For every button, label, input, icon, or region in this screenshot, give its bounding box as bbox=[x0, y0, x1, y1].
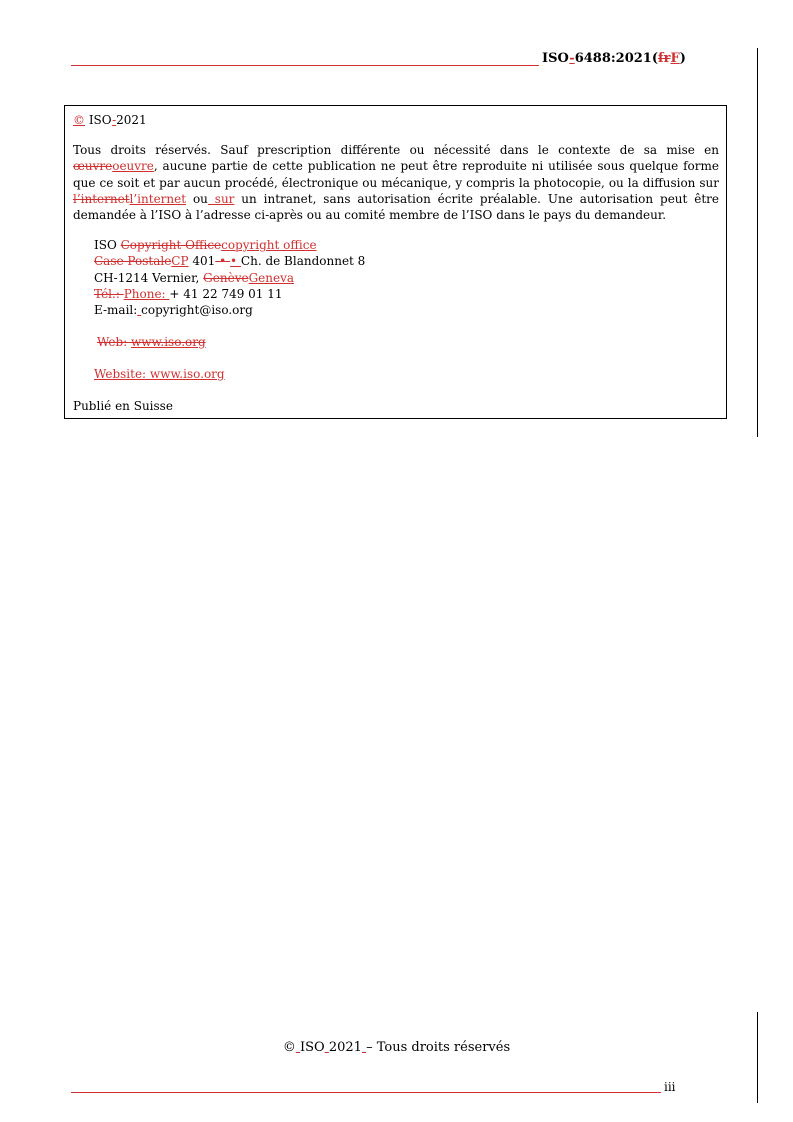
deleted-web-link[interactable]: www.iso.org bbox=[131, 335, 206, 350]
change-bar-top bbox=[757, 48, 758, 437]
address-line-office: ISO Copyright Officecopyright office bbox=[94, 238, 317, 253]
footer-rule bbox=[71, 1092, 661, 1093]
website-link[interactable]: Website: www.iso.org bbox=[94, 367, 225, 382]
copyright-notice-box bbox=[64, 105, 727, 419]
footer-copyright: © ISO 2021 – Tous droits réservés bbox=[282, 1040, 511, 1055]
published-in: Publié en Suisse bbox=[73, 399, 173, 414]
email-address[interactable]: copyright@iso.org bbox=[141, 302, 253, 317]
page-number: iii bbox=[664, 1080, 676, 1094]
copyright-line: © ISO-2021 bbox=[73, 113, 147, 127]
address-line-phone: Tél.: Phone: + 41 22 749 01 11 bbox=[94, 286, 283, 301]
document-identifier: ISO-6488:2021(frF) bbox=[542, 51, 686, 66]
rights-paragraph: Tous droits réservés. Sauf prescription différente ou nécessité dans le contexte de sa mise en œuvreoeuvre, aucune partie de cette publication ne peut être reproduite ni utilisée sous quelque forme que ce soit et par aucun procédé, électronique ou mécanique, y compris la photocopie, ou la diffusion sur l’internetl’internet ou sur un intranet, sans autorisation écrite préalable. Une autorisation peut être demandée à l’ISO à l’adresse ci-après ou au comité membre de l’ISO dans le pays du demandeur. bbox=[73, 143, 719, 222]
address-line-street: Case PostaleCP 401 • • Ch. de Blandonnet 8 bbox=[94, 254, 366, 269]
copyright-symbol: © bbox=[73, 113, 85, 127]
change-bar-bottom bbox=[757, 1012, 758, 1103]
website-line bbox=[73, 366, 718, 382]
deleted-web-line: Web: www.iso.org bbox=[97, 335, 206, 350]
address-line-city: CH-1214 Vernier, GenèveGeneva bbox=[94, 270, 295, 285]
postal-address bbox=[73, 237, 718, 318]
address-line-email: E-mail: copyright@iso.org bbox=[94, 302, 253, 317]
header-rule bbox=[71, 65, 539, 66]
